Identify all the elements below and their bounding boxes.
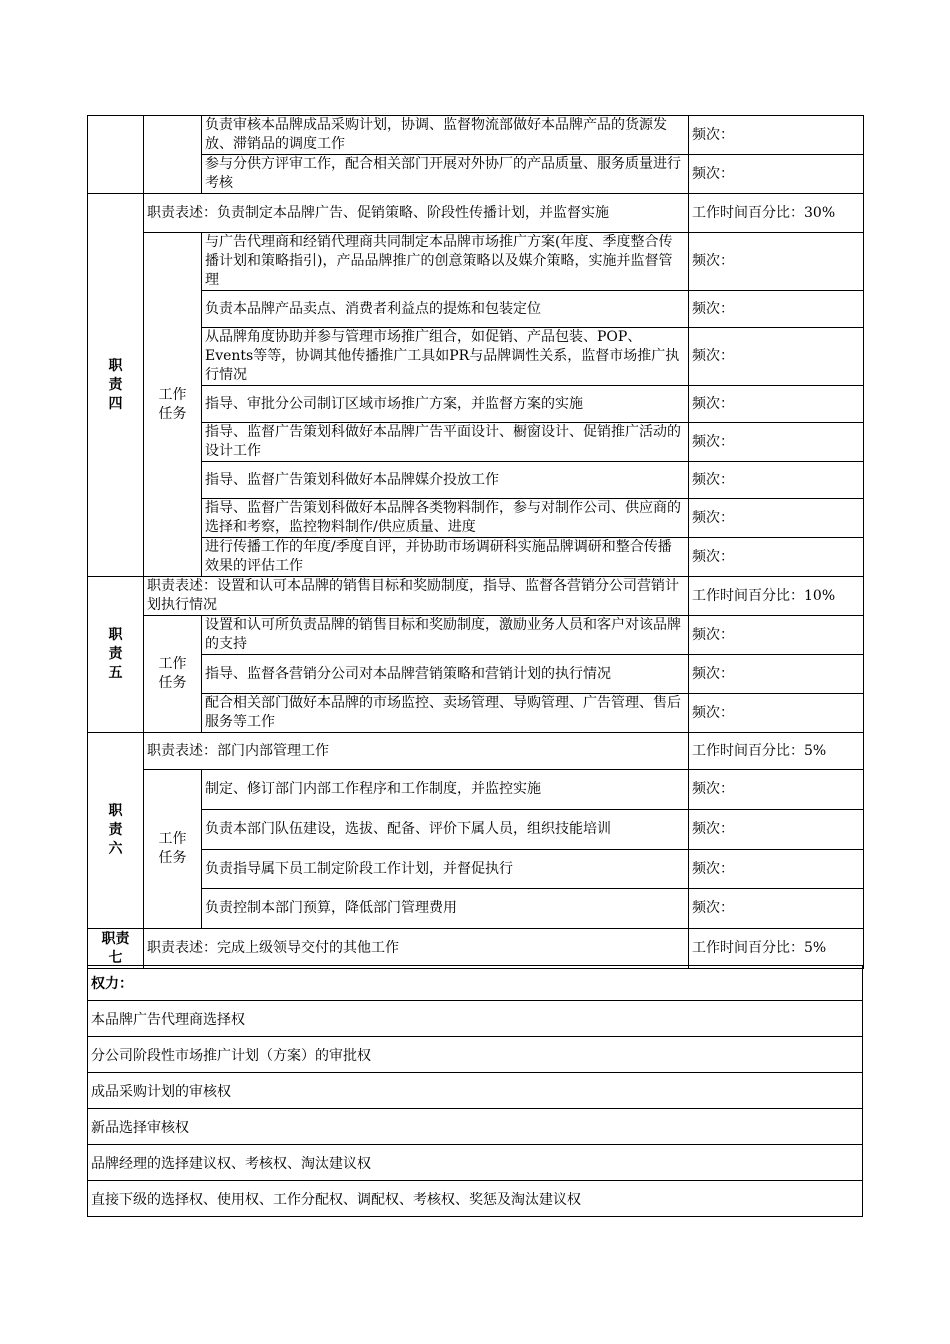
duty4-label-char: 职	[108, 357, 123, 374]
frequency-label: 频次：	[689, 462, 864, 499]
frequency-label: 频次：	[689, 655, 864, 694]
task-text: 负责本品牌产品卖点、消费者利益点的提炼和包装定位	[202, 291, 689, 328]
duty5-label-char: 五	[108, 665, 123, 681]
task-label-line: 工作	[158, 831, 187, 847]
task-label-line: 任务	[158, 850, 187, 866]
task-text: 负责控制本部门预算，降低部门管理费用	[202, 889, 689, 929]
duty7-statement: 职责表述：完成上级领导交付的其他工作	[144, 929, 689, 969]
power-row	[88, 1001, 863, 1037]
duty5-task-label	[144, 616, 202, 733]
duty6-label-char: 责	[108, 822, 123, 838]
duty5-time-percent: 工作时间百分比：10%	[689, 577, 864, 616]
duty4-statement-row	[88, 194, 864, 233]
duty6-label-char: 职	[108, 803, 123, 819]
duty-table	[87, 115, 864, 969]
frequency-label: 频次：	[689, 499, 864, 538]
duty4-task-row	[88, 499, 864, 538]
duty4-label-char: 四	[108, 395, 123, 412]
task-text: 进行传播工作的年度/季度自评，并协助市场调研科实施品牌调研和整合传播效果的评估工作	[202, 538, 689, 577]
powers-heading: 权力：	[88, 966, 863, 1001]
frequency-label: 频次：	[689, 889, 864, 929]
duty6-task-label	[144, 770, 202, 929]
power-item: 分公司阶段性市场推广计划（方案）的审批权	[88, 1037, 863, 1073]
task-label-line: 任务	[158, 675, 187, 691]
frequency-label: 频次：	[689, 328, 864, 386]
duty6-time-percent: 工作时间百分比：5%	[689, 733, 864, 770]
task-text: 指导、监督广告策划科做好本品牌媒介投放工作	[202, 462, 689, 499]
duty6-task-row	[88, 850, 864, 889]
duty4-task-label	[144, 233, 202, 577]
frequency-label: 频次：	[689, 423, 864, 462]
task-text: 负责审核本品牌成品采购计划，协调、监督物流部做好本品牌产品的货源发放、滞销品的调度工作	[202, 116, 689, 155]
duty4-label-char: 责	[108, 376, 123, 393]
frequency-label: 频次：	[689, 538, 864, 577]
power-item: 成品采购计划的审核权	[88, 1073, 863, 1109]
task-label-line: 工作	[158, 386, 187, 403]
task-text: 负责指导属下员工制定阶段工作计划，并督促执行	[202, 850, 689, 889]
power-item: 直接下级的选择权、使用权、工作分配权、调配权、考核权、奖惩及淘汰建议权	[88, 1181, 863, 1217]
duty3-task-row	[88, 155, 864, 194]
power-row	[88, 1037, 863, 1073]
frequency-label: 频次：	[689, 770, 864, 810]
duty4-task-row	[88, 291, 864, 328]
frequency-label: 频次：	[689, 155, 864, 194]
task-text: 与广告代理商和经销代理商共同制定本品牌市场推广方案(年度、季度整合传播计划和策略指引)，产品品牌推广的创意策略以及媒介策略，实施并监督管理	[202, 233, 689, 291]
duty6-task-row	[88, 770, 864, 810]
duty6-task-row	[88, 889, 864, 929]
duty4-label	[88, 194, 144, 577]
power-item: 品牌经理的选择建议权、考核权、淘汰建议权	[88, 1145, 863, 1181]
task-text: 参与分供方评审工作，配合相关部门开展对外协厂的产品质量、服务质量进行考核	[202, 155, 689, 194]
task-text: 指导、监督广告策划科做好本品牌广告平面设计、橱窗设计、促销推广活动的设计工作	[202, 423, 689, 462]
duty6-statement-row	[88, 733, 864, 770]
task-text: 负责本部门队伍建设，选拔、配备、评价下属人员，组织技能培训	[202, 810, 689, 850]
task-label-line: 工作	[158, 656, 187, 672]
task-label-line: 任务	[158, 405, 187, 422]
power-row	[88, 1109, 863, 1145]
task-text: 配合相关部门做好本品牌的市场监控、卖场管理、导购管理、广告管理、售后服务等工作	[202, 694, 689, 733]
duty5-label	[88, 577, 144, 733]
task-text: 指导、监督各营销分公司对本品牌营销策略和营销计划的执行情况	[202, 655, 689, 694]
duty7-row	[88, 929, 864, 969]
power-row	[88, 1181, 863, 1217]
duty5-label-char: 职	[108, 627, 123, 643]
power-row	[88, 1145, 863, 1181]
duty5-statement-row	[88, 577, 864, 616]
duty4-task-row	[88, 328, 864, 386]
duty5-task-row	[88, 655, 864, 694]
duty4-task-row	[88, 233, 864, 291]
power-item: 本品牌广告代理商选择权	[88, 1001, 863, 1037]
duty7-time-percent: 工作时间百分比：5%	[689, 929, 864, 969]
task-text: 从品牌角度协助并参与管理市场推广组合，如促销、产品包装、POP、Events等等，协调其他传播推广工具如PR与品牌调性关系，监督市场推广执行情况	[202, 328, 689, 386]
frequency-label: 频次：	[689, 810, 864, 850]
duty3-task-label-cell	[144, 116, 202, 194]
duty5-statement: 职责表述：设置和认可本品牌的销售目标和奖励制度，指导、监督各营销分公司营销计划执行情况	[144, 577, 689, 616]
powers-heading-row	[88, 966, 863, 1001]
frequency-label: 频次：	[689, 850, 864, 889]
frequency-label: 频次：	[689, 233, 864, 291]
task-text: 制定、修订部门内部工作程序和工作制度，并监控实施	[202, 770, 689, 810]
power-row	[88, 1073, 863, 1109]
duty5-task-row	[88, 616, 864, 655]
powers-table	[87, 965, 863, 1217]
power-item: 新品选择审核权	[88, 1109, 863, 1145]
duty7-label-line: 七	[108, 949, 123, 966]
duty4-task-row	[88, 386, 864, 423]
duty3-label-cell	[88, 116, 144, 194]
duty7-label-line: 职责	[101, 930, 130, 947]
duty4-task-row	[88, 538, 864, 577]
duty7-label	[88, 929, 144, 969]
duty4-statement: 职责表述：负责制定本品牌广告、促销策略、阶段性传播计划，并监督实施	[144, 194, 689, 233]
task-text: 指导、监督广告策划科做好本品牌各类物料制作，参与对制作公司、供应商的选择和考察，监控物料制作/供应质量、进度	[202, 499, 689, 538]
duty6-label-char: 六	[108, 841, 123, 857]
task-text: 指导、审批分公司制订区域市场推广方案，并监督方案的实施	[202, 386, 689, 423]
duty5-task-row	[88, 694, 864, 733]
frequency-label: 频次：	[689, 616, 864, 655]
duty4-task-row	[88, 462, 864, 499]
duty6-statement: 职责表述：部门内部管理工作	[144, 733, 689, 770]
frequency-label: 频次：	[689, 291, 864, 328]
duty4-task-row	[88, 423, 864, 462]
frequency-label: 频次：	[689, 116, 864, 155]
frequency-label: 频次：	[689, 386, 864, 423]
duty5-label-char: 责	[108, 646, 123, 662]
frequency-label: 频次：	[689, 694, 864, 733]
duty6-task-row	[88, 810, 864, 850]
duty6-label	[88, 733, 144, 929]
duty4-time-percent: 工作时间百分比：30%	[689, 194, 864, 233]
task-text: 设置和认可所负责品牌的销售目标和奖励制度，激励业务人员和客户对该品牌的支持	[202, 616, 689, 655]
duty3-task-row	[88, 116, 864, 155]
